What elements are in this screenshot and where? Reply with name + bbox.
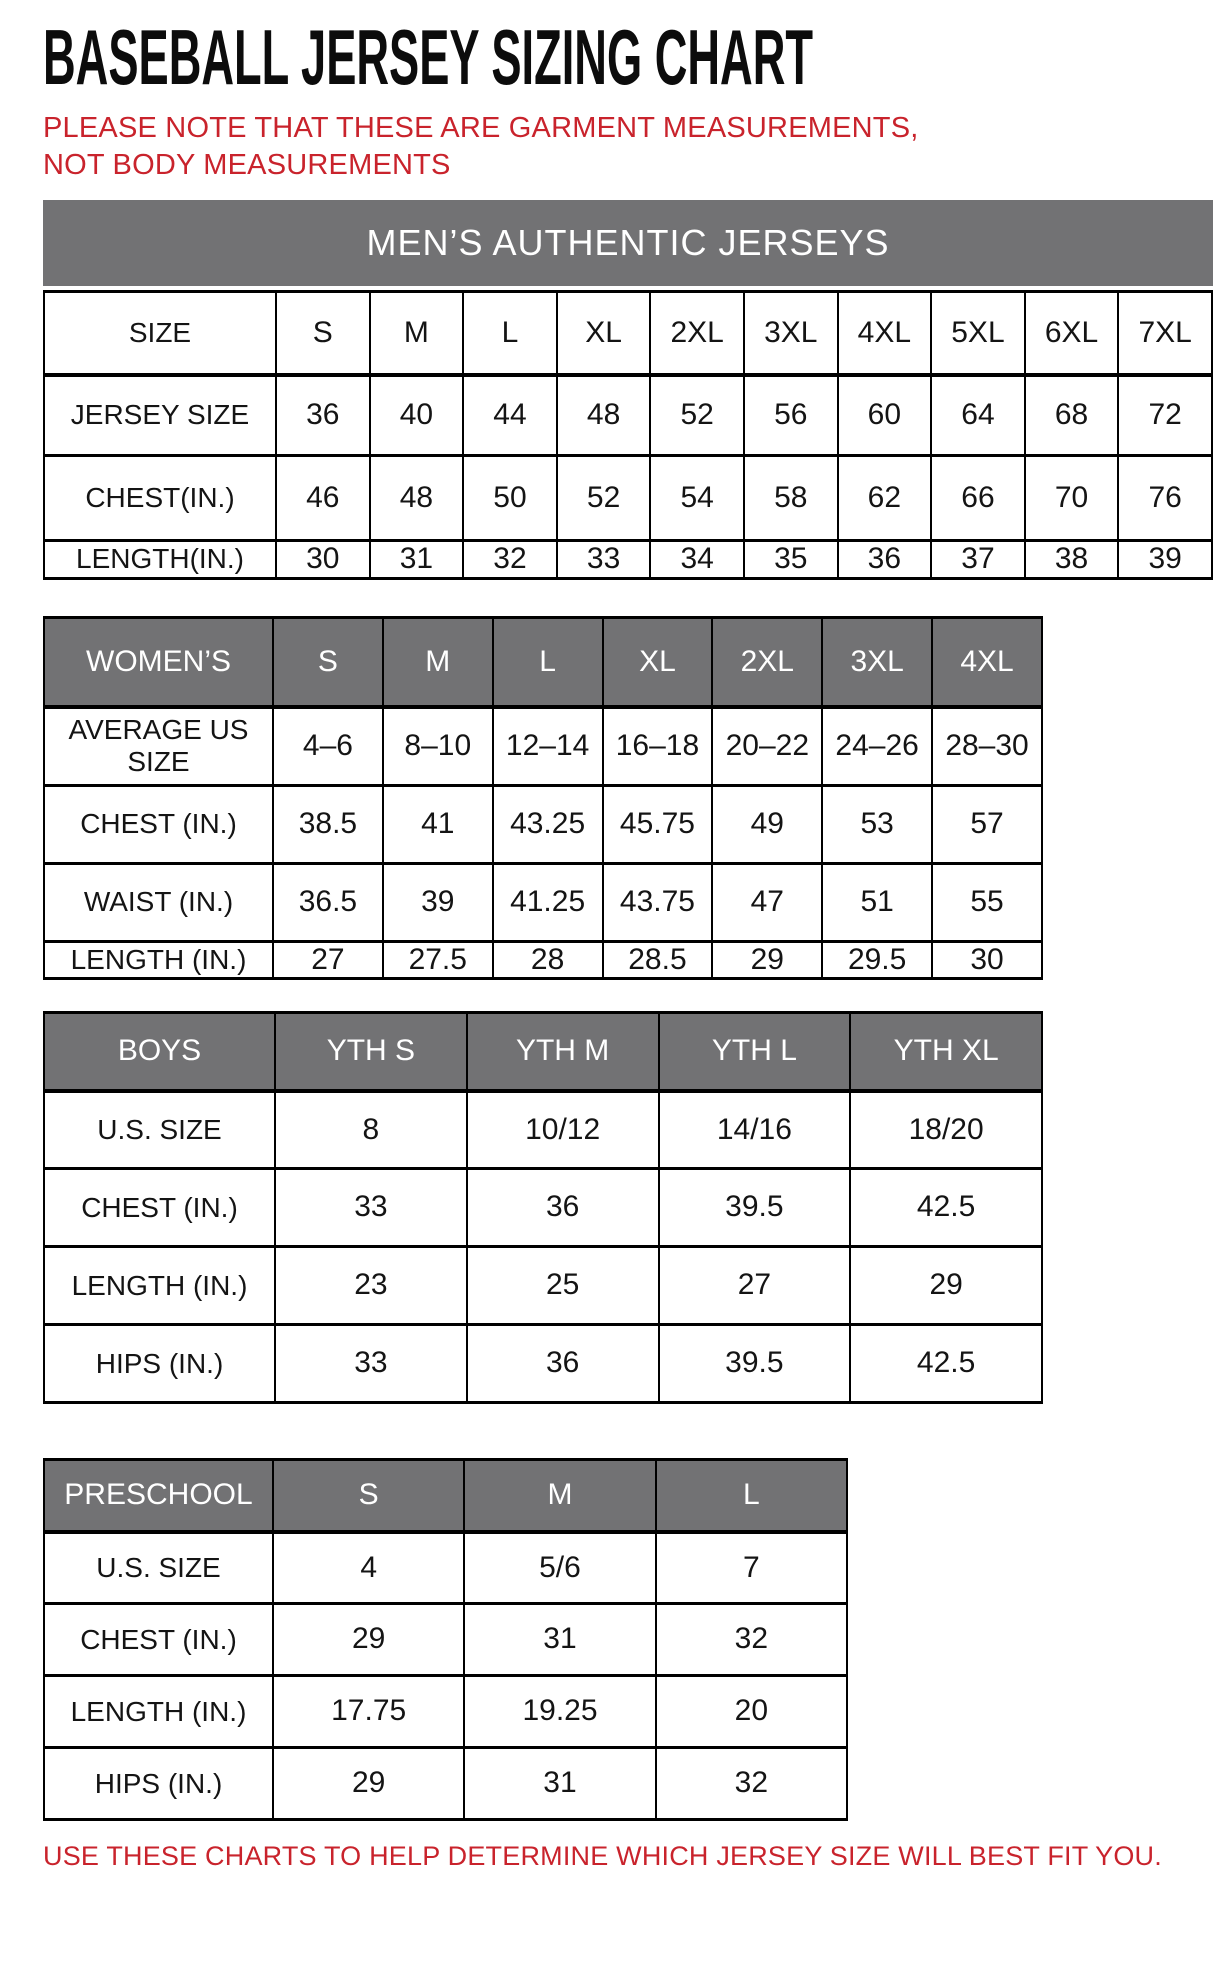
table-cell: 49 [712, 785, 822, 863]
column-header: YTH S [275, 1013, 467, 1091]
row-label: LENGTH (IN.) [44, 1247, 275, 1325]
table-cell: 33 [275, 1325, 467, 1403]
table-cell: 30 [932, 941, 1042, 979]
table-row [44, 1247, 1042, 1325]
column-header: 3XL [822, 617, 932, 707]
column-header: 2XL [650, 292, 744, 375]
table-cell: 31 [464, 1748, 655, 1820]
table-cell: 72 [1118, 375, 1212, 456]
table-row [44, 707, 1042, 785]
table-cell: 7 [656, 1532, 847, 1604]
table-cell: 36 [467, 1169, 659, 1247]
table-cell: 36 [276, 375, 370, 456]
table-cell: 34 [650, 541, 744, 579]
page-title: BASEBALL JERSEY SIZING CHART [43, 13, 814, 101]
column-header: M [464, 1460, 655, 1532]
table-cell: 28 [493, 941, 603, 979]
row-label: LENGTH(IN.) [44, 541, 276, 579]
column-header: YTH XL [850, 1013, 1042, 1091]
table-cell: 70 [1025, 456, 1119, 541]
table-cell: 43.75 [603, 863, 713, 941]
table-cell: 37 [931, 541, 1025, 579]
table-row [44, 1091, 1042, 1169]
column-header: 4XL [932, 617, 1042, 707]
table-header-row [44, 1460, 847, 1532]
table-cell: 20–22 [712, 707, 822, 785]
row-label: HIPS (IN.) [44, 1748, 273, 1820]
column-header: XL [603, 617, 713, 707]
column-header: L [656, 1460, 847, 1532]
table-cell: 14/16 [659, 1091, 851, 1169]
table-cell: 40 [370, 375, 464, 456]
column-header: 4XL [838, 292, 932, 375]
column-header: XL [557, 292, 651, 375]
table-cell: 38 [1025, 541, 1119, 579]
table-cell: 36.5 [273, 863, 383, 941]
table-row [44, 1676, 847, 1748]
table-cell: 52 [650, 375, 744, 456]
column-header: M [383, 617, 493, 707]
column-header: 5XL [931, 292, 1025, 375]
table-cell: 53 [822, 785, 932, 863]
table-cell: 58 [744, 456, 838, 541]
table-cell: 27 [273, 941, 383, 979]
table-cell: 23 [275, 1247, 467, 1325]
table-cell: 4 [273, 1532, 464, 1604]
table-cell: 35 [744, 541, 838, 579]
table-cell: 28–30 [932, 707, 1042, 785]
table-cell: 4–6 [273, 707, 383, 785]
table-cell: 62 [838, 456, 932, 541]
table-row [44, 1604, 847, 1676]
table-header-label: PRESCHOOL [44, 1460, 273, 1532]
table-cell: 47 [712, 863, 822, 941]
table-cell: 48 [557, 375, 651, 456]
table-cell: 16–18 [603, 707, 713, 785]
table-row [44, 1748, 847, 1820]
table-cell: 43.25 [493, 785, 603, 863]
column-header: 7XL [1118, 292, 1212, 375]
table-cell: 32 [463, 541, 557, 579]
row-label: HIPS (IN.) [44, 1325, 275, 1403]
column-header: M [370, 292, 464, 375]
table-cell: 33 [275, 1169, 467, 1247]
row-label: CHEST(IN.) [44, 456, 276, 541]
column-header: YTH L [659, 1013, 851, 1091]
table-cell: 39.5 [659, 1325, 851, 1403]
preschool-sizing-table [43, 1458, 848, 1821]
table-cell: 66 [931, 456, 1025, 541]
table-row [44, 456, 1212, 541]
table-cell: 8–10 [383, 707, 493, 785]
row-label: CHEST (IN.) [44, 1169, 275, 1247]
table-row [44, 785, 1042, 863]
table-cell: 42.5 [850, 1325, 1042, 1403]
table-cell: 56 [744, 375, 838, 456]
row-label: LENGTH (IN.) [44, 941, 273, 979]
table-cell: 55 [932, 863, 1042, 941]
table-cell: 64 [931, 375, 1025, 456]
table-cell: 44 [463, 375, 557, 456]
mens-sizing-table [43, 290, 1213, 580]
fit-advice-note: USE THESE CHARTS TO HELP DETERMINE WHICH JERSEY SIZE WILL BEST FIT YOU. [43, 1841, 1162, 1872]
column-header: 2XL [712, 617, 822, 707]
table-cell: 29 [712, 941, 822, 979]
table-cell: 17.75 [273, 1676, 464, 1748]
mens-authentic-jerseys-banner: MEN’S AUTHENTIC JERSEYS [43, 200, 1213, 286]
table-cell: 48 [370, 456, 464, 541]
table-row [44, 1325, 1042, 1403]
table-cell: 30 [276, 541, 370, 579]
table-cell: 54 [650, 456, 744, 541]
row-label: LENGTH (IN.) [44, 1676, 273, 1748]
column-header: S [273, 1460, 464, 1532]
table-row [44, 541, 1212, 579]
table-cell: 52 [557, 456, 651, 541]
table-cell: 57 [932, 785, 1042, 863]
table-header-row [44, 617, 1042, 707]
column-header: S [273, 617, 383, 707]
column-header: S [276, 292, 370, 375]
table-cell: 32 [656, 1604, 847, 1676]
table-cell: 25 [467, 1247, 659, 1325]
table-cell: 39 [1118, 541, 1212, 579]
table-cell: 27.5 [383, 941, 493, 979]
table-cell: 42.5 [850, 1169, 1042, 1247]
table-cell: 39.5 [659, 1169, 851, 1247]
table-cell: 27 [659, 1247, 851, 1325]
row-label: CHEST (IN.) [44, 785, 273, 863]
table-cell: 18/20 [850, 1091, 1042, 1169]
table-cell: 29 [850, 1247, 1042, 1325]
table-row [44, 375, 1212, 456]
table-row [44, 1169, 1042, 1247]
table-cell: 36 [467, 1325, 659, 1403]
table-cell: 46 [276, 456, 370, 541]
womens-sizing-table [43, 616, 1043, 981]
table-cell: 8 [275, 1091, 467, 1169]
table-cell: 29.5 [822, 941, 932, 979]
table-header-label: BOYS [44, 1013, 275, 1091]
table-row [44, 863, 1042, 941]
table-cell: 41.25 [493, 863, 603, 941]
table-cell: 68 [1025, 375, 1119, 456]
row-label: U.S. SIZE [44, 1091, 275, 1169]
table-cell: 10/12 [467, 1091, 659, 1169]
column-header: YTH M [467, 1013, 659, 1091]
table-cell: 19.25 [464, 1676, 655, 1748]
table-header-label: WOMEN’S [44, 617, 273, 707]
table-cell: 41 [383, 785, 493, 863]
table-cell: 38.5 [273, 785, 383, 863]
column-header: 3XL [744, 292, 838, 375]
table-cell: 39 [383, 863, 493, 941]
row-label: WAIST (IN.) [44, 863, 273, 941]
table-cell: 32 [656, 1748, 847, 1820]
row-label: CHEST (IN.) [44, 1604, 273, 1676]
table-header-row [44, 1013, 1042, 1091]
table-cell: 36 [838, 541, 932, 579]
table-cell: 76 [1118, 456, 1212, 541]
table-cell: 5/6 [464, 1532, 655, 1604]
table-cell: 60 [838, 375, 932, 456]
table-row [44, 941, 1042, 979]
row-label: JERSEY SIZE [44, 375, 276, 456]
table-cell: 24–26 [822, 707, 932, 785]
column-header: 6XL [1025, 292, 1119, 375]
table-cell: 45.75 [603, 785, 713, 863]
table-cell: 51 [822, 863, 932, 941]
table-cell: 50 [463, 456, 557, 541]
garment-measurement-note: PLEASE NOTE THAT THESE ARE GARMENT MEASUREMENTS, NOT BODY MEASUREMENTS [43, 112, 919, 182]
column-header: L [493, 617, 603, 707]
column-header: L [463, 292, 557, 375]
boys-sizing-table [43, 1011, 1043, 1404]
table-cell: 12–14 [493, 707, 603, 785]
row-label: AVERAGE US SIZE [44, 707, 273, 785]
table-cell: 28.5 [603, 941, 713, 979]
table-cell: 20 [656, 1676, 847, 1748]
table-cell: 31 [370, 541, 464, 579]
table-row [44, 1532, 847, 1604]
table-header-row [44, 292, 1212, 375]
table-cell: 29 [273, 1604, 464, 1676]
row-label: U.S. SIZE [44, 1532, 273, 1604]
table-cell: 31 [464, 1604, 655, 1676]
table-cell: 29 [273, 1748, 464, 1820]
table-cell: 33 [557, 541, 651, 579]
table-header-label: SIZE [44, 292, 276, 375]
